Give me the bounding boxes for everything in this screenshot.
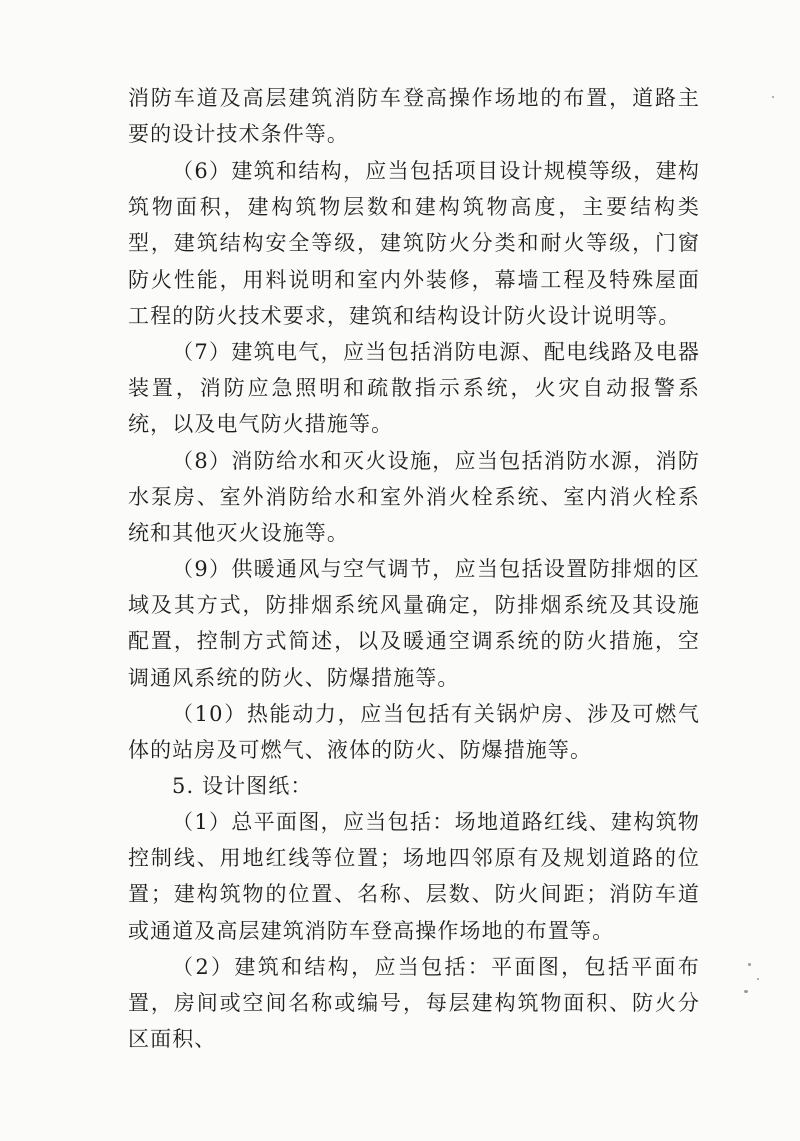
paragraph-item-6: （6）建筑和结构，应当包括项目设计规模等级，建构筑物面积，建构筑物层数和建构筑物高度，主要结构类型，建筑结构安全等级，建筑防火分类和耐火等级，门窗防火性能，用料说明和室内外装修，幕墙工程及特殊屋面工程的防火技术要求，建筑和结构设计防火设计说明等。 [128,159,700,328]
paragraph-continuation: 消防车道及高层建筑消防车登高操作场地的布置，道路主要的设计技术条件等。 [128,86,700,147]
scan-speck [772,96,774,98]
paragraph-drawing-2: （2）建筑和结构，应当包括：平面图，包括平面布置，房间或空间名称或编号，每层建构筑物面积、防火分区面积、 [128,955,700,1052]
paragraph-item-7: （7）建筑电气，应当包括消防电源、配电线路及电器装置，消防应急照明和疏散指示系统，火灾自动报警系统，以及电气防火措施等。 [128,340,700,437]
paragraph-drawing-1: （1）总平面图，应当包括：场地道路红线、建构筑物控制线、用地红线等位置；场地四邻原有及规划道路的位置；建构筑物的位置、名称、层数、防火间距；消防车道或通道及高层建筑消防车登高操作场地的布置等。 [128,810,700,943]
scan-speck [748,963,751,966]
scan-speck [757,978,759,980]
paragraph-item-9: （9）供暖通风与空气调节，应当包括设置防排烟的区域及其方式，防排烟系统风量确定，防排烟系统及其设施配置，控制方式简述，以及暖通空调系统的防火措施，空调通风系统的防火、防爆措施等。 [128,557,700,690]
section-heading-design-drawings: 5. 设计图纸： [172,774,313,798]
paragraph-item-10: （10）热能动力，应当包括有关锅炉房、涉及可燃气体的站房及可燃气、液体的防火、防爆措施等。 [128,702,700,763]
scan-speck [744,990,748,993]
paragraph-item-8: （8）消防给水和灭火设施，应当包括消防水源，消防水泵房、室外消防给水和室外消火栓系统、室内消火栓系统和其他灭火设施等。 [128,449,700,546]
